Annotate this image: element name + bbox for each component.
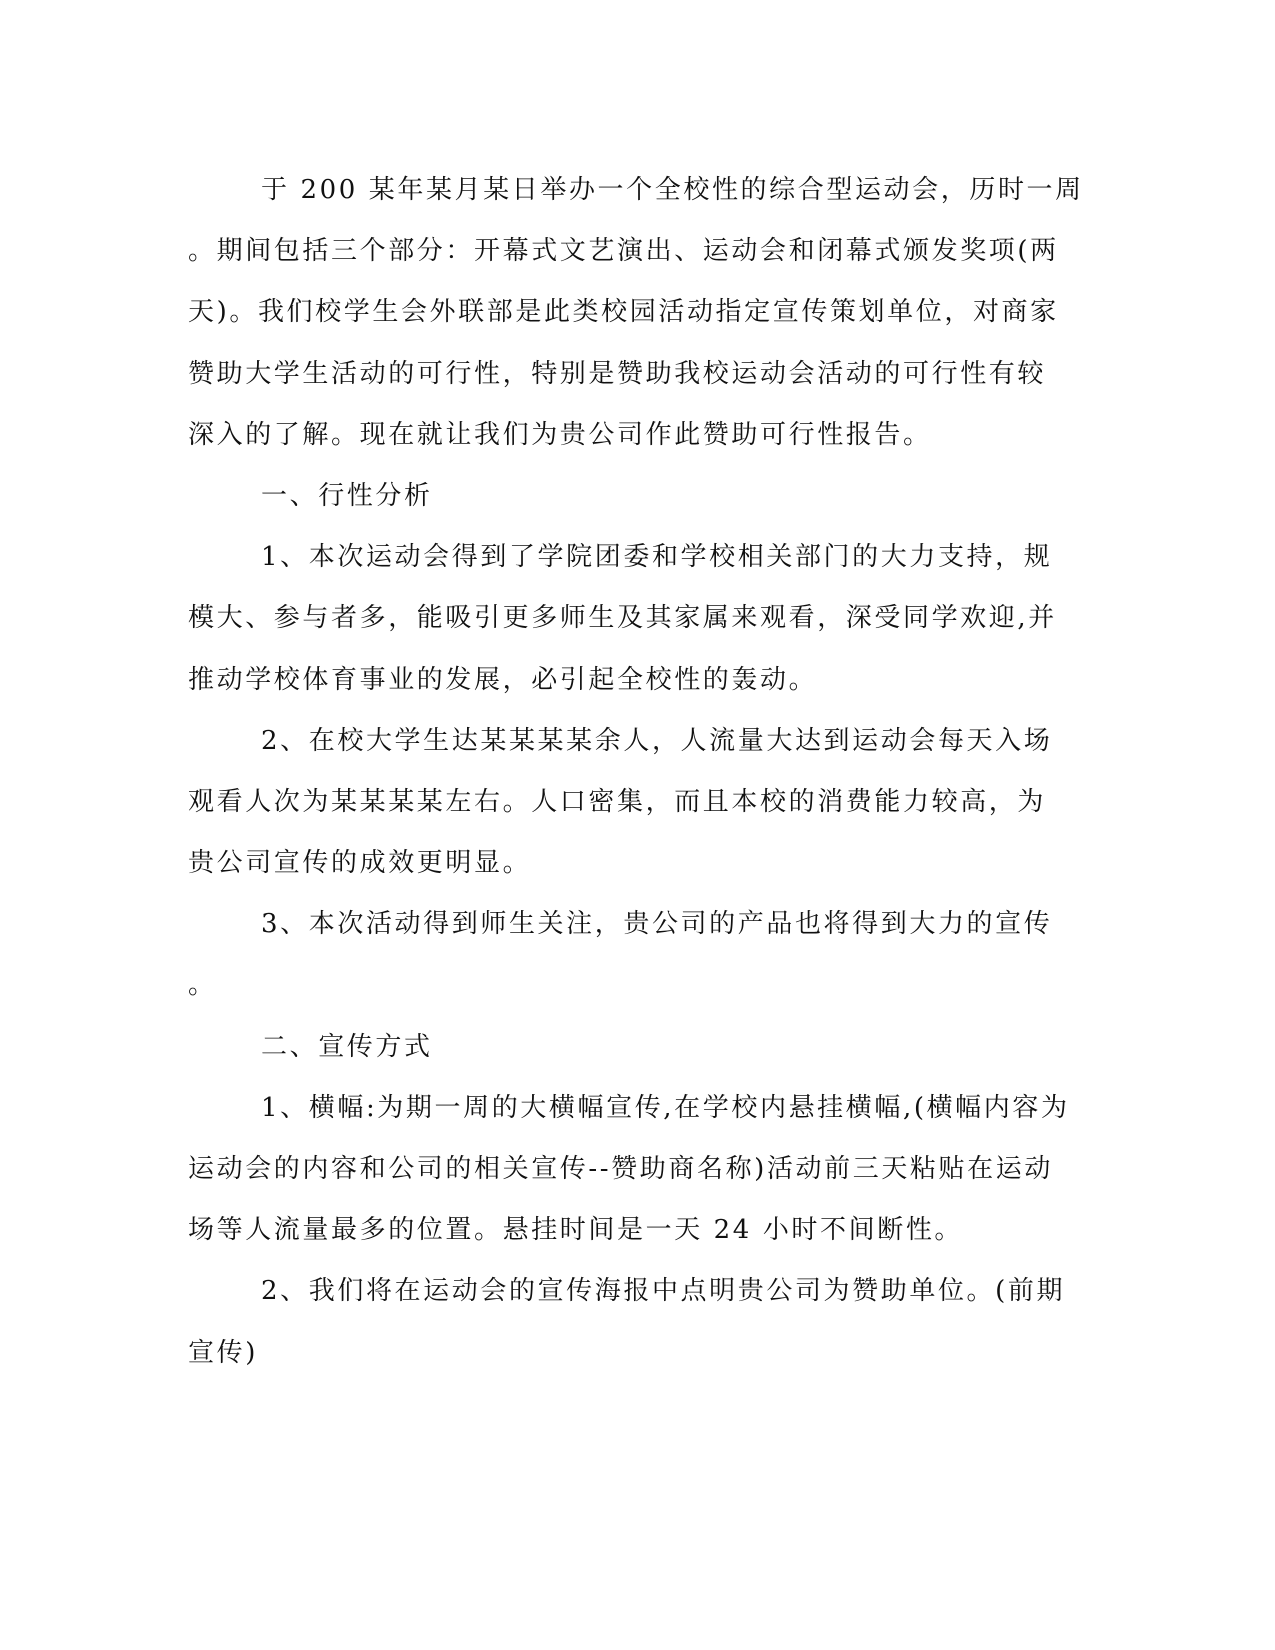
text-line: 1、本次运动会得到了学院团委和学校相关部门的大力支持，规 [261, 542, 1053, 573]
text-line: 2、我们将在运动会的宣传海报中点明贵公司为赞助单位。(前期 [261, 1276, 1066, 1307]
text-line: 模大、参与者多，能吸引更多师生及其家属来观看，深受同学欢迎,并 [188, 603, 1057, 634]
text-line: 1、横幅:为期一周的大横幅宣传,在学校内悬挂横幅,(横幅内容为 [261, 1092, 1070, 1123]
text-line: 深入的了解。现在就让我们为贵公司作此赞助可行性报告。 [188, 419, 932, 450]
text-line: 推动学校体育事业的发展，必引起全校性的轰动。 [188, 664, 818, 695]
text-line: 天)。我们校学生会外联部是此类校园活动指定宣传策划单位，对商家 [188, 297, 1059, 328]
text-line: 于 200 某年某月某日举办一个全校性的综合型运动会，历时一周 [261, 175, 1084, 205]
text-line: 宣传) [188, 1337, 258, 1368]
section-heading: 二、宣传方式 [261, 1031, 433, 1062]
text-line: 。 [188, 970, 217, 1001]
text-line: 2、在校大学生达某某某某余人，人流量大达到运动会每天入场 [261, 725, 1053, 756]
text-line: 运动会的内容和公司的相关宣传--赞助商名称)活动前三天粘贴在运动 [188, 1154, 1053, 1184]
section-heading: 一、行性分析 [261, 480, 433, 511]
text-line: 。期间包括三个部分：开幕式文艺演出、运动会和闭幕式颁发奖项(两 [188, 236, 1059, 267]
document-body [188, 160, 1084, 1384]
text-line: 赞助大学生活动的可行性，特别是赞助我校运动会活动的可行性有较 [188, 358, 1047, 389]
text-line: 贵公司宣传的成效更明显。 [188, 848, 532, 879]
text-line: 3、本次活动得到师生关注，贵公司的产品也将得到大力的宣传 [261, 909, 1053, 940]
text-line: 场等人流量最多的位置。悬挂时间是一天 24 小时不间断性。 [188, 1215, 964, 1246]
text-line: 观看人次为某某某某左右。人口密集，而且本校的消费能力较高，为 [188, 786, 1047, 817]
